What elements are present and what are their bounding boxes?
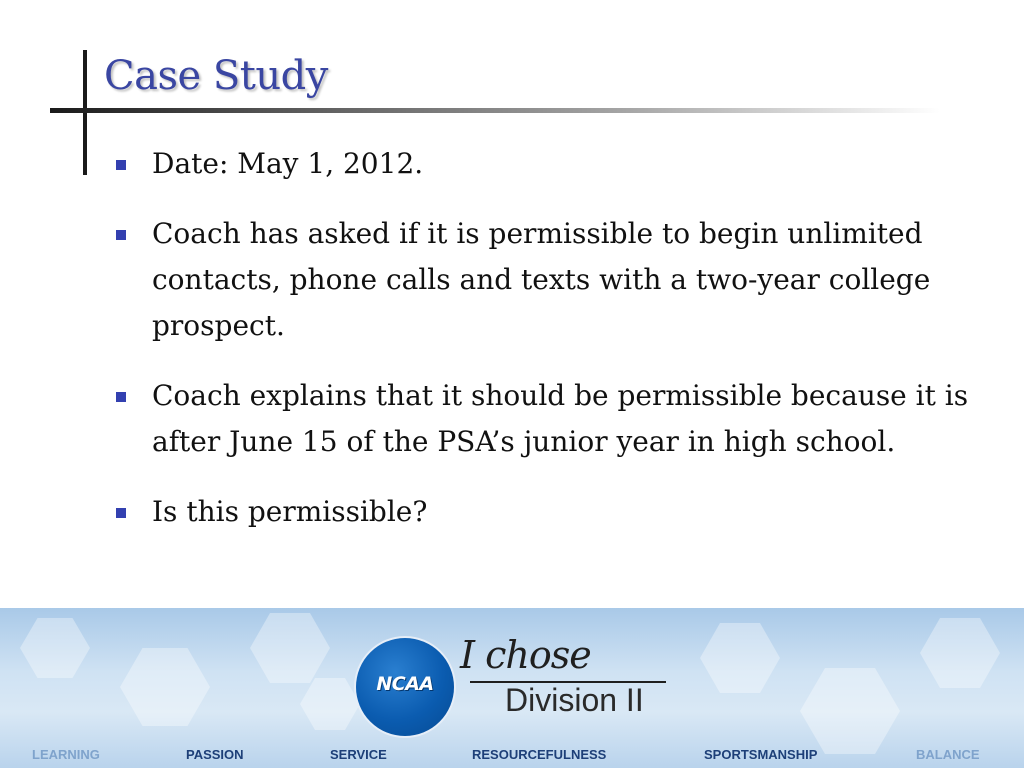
hexagon-decoration <box>120 648 210 726</box>
bullet-item <box>116 211 976 349</box>
bullet-item <box>116 373 976 465</box>
square-bullet-icon <box>116 230 126 240</box>
hexagon-decoration <box>20 618 90 678</box>
bullet-list <box>116 141 976 559</box>
square-bullet-icon <box>116 160 126 170</box>
value-label: BALANCE <box>916 747 980 762</box>
ncaa-logo-icon <box>356 638 454 736</box>
hexagon-decoration <box>800 668 900 754</box>
hexagon-decoration <box>300 678 360 730</box>
footer-banner <box>0 608 1024 768</box>
bullet-item <box>116 141 976 187</box>
square-bullet-icon <box>116 392 126 402</box>
value-label: RESOURCEFULNESS <box>472 747 607 762</box>
bullet-item <box>116 489 976 535</box>
value-label: SERVICE <box>330 747 387 762</box>
bullet-text: Coach has asked if it is permissible to begin unlimited contacts, phone calls and texts with a two-year college prospect. <box>152 217 931 342</box>
tagline-division: Division II <box>505 682 644 718</box>
ncaa-logo-text: NCAA <box>376 673 434 695</box>
values-row <box>0 746 1024 768</box>
horizontal-rule <box>50 108 940 113</box>
bullet-text: Coach explains that it should be permissible because it is after June 15 of the PSA’s junior year in high school. <box>152 379 969 458</box>
slide-title: Case Study <box>104 53 328 99</box>
hexagon-decoration <box>700 623 780 693</box>
bullet-text: Is this permissible? <box>152 495 428 528</box>
square-bullet-icon <box>116 508 126 518</box>
value-label: PASSION <box>186 747 244 762</box>
tagline-script: I chose <box>460 633 591 677</box>
hexagon-decoration <box>250 613 330 683</box>
value-label: SPORTSMANSHIP <box>704 747 818 762</box>
hexagon-decoration <box>920 618 1000 688</box>
value-label: LEARNING <box>32 747 100 762</box>
bullet-text: Date: May 1, 2012. <box>152 147 424 180</box>
